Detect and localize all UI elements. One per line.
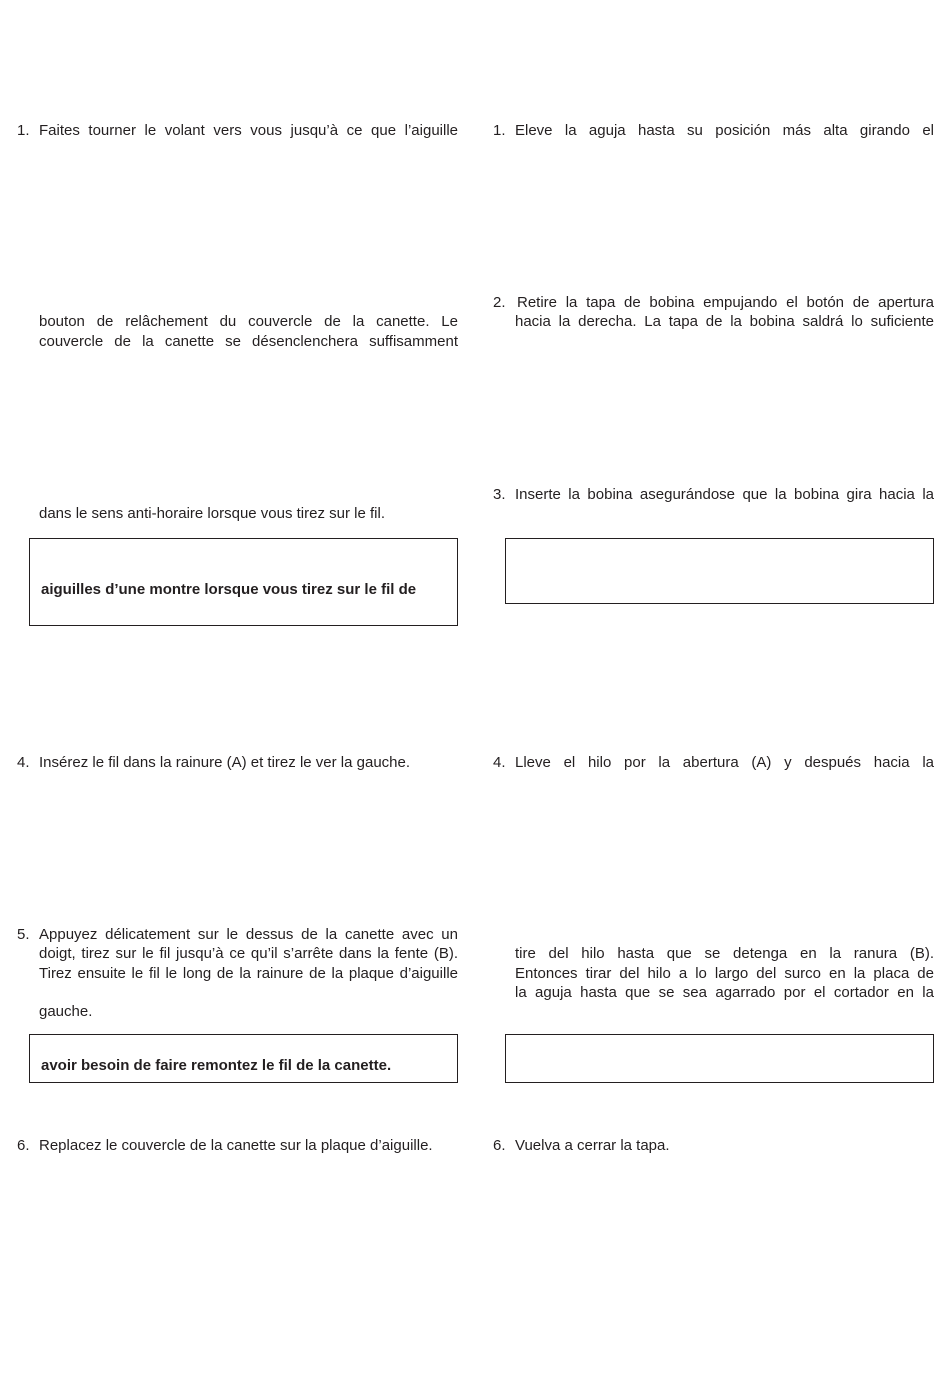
fr-step5-line2: doigt, tirez sur le fil jusqu’à ce qu’il s’arrête dans la fente (B). bbox=[39, 945, 458, 962]
es-step5-line3: la aguja hasta que se sea agarrado por el cortador en la bbox=[515, 984, 934, 1001]
es-step4-line1: Lleve el hilo por la abertura (A) y después hacia la bbox=[515, 754, 934, 771]
es-note-box-2 bbox=[505, 1034, 934, 1083]
es-step3-number: 3. bbox=[493, 486, 506, 503]
es-step5-line1: tire del hilo hasta que se detenga en la ranura (B). bbox=[515, 945, 934, 962]
es-step4-number: 4. bbox=[493, 754, 506, 771]
es-step3-line1: Inserte la bobina asegurándose que la bobina gira hacia la bbox=[515, 486, 934, 503]
fr-step1-line1: Faites tourner le volant vers vous jusqu’à ce que l’aiguille bbox=[39, 122, 458, 139]
es-step1-line1: Eleve la aguja hasta su posición más alta girando el bbox=[515, 122, 934, 139]
es-step6-number: 6. bbox=[493, 1137, 506, 1154]
fr-note-box-1 bbox=[29, 538, 458, 626]
fr-step5-line1: Appuyez délicatement sur le dessus de la canette avec un bbox=[39, 926, 458, 943]
es-note-box-1 bbox=[505, 538, 934, 604]
fr-step5-line4: gauche. bbox=[39, 1003, 93, 1020]
es-step5-line2: Entonces tirar del hilo a lo largo del surco en la placa de bbox=[515, 965, 934, 982]
fr-step1-number: 1. bbox=[17, 122, 30, 139]
fr-step6-line1: Replacez le couvercle de la canette sur la plaque d’aiguille. bbox=[39, 1137, 433, 1154]
fr-step2-line2: couvercle de la canette se désenclenchera suffisamment bbox=[39, 333, 458, 350]
fr-note-2-text: avoir besoin de faire remontez le fil de la canette. bbox=[41, 1057, 392, 1074]
fr-step5-line3: Tirez ensuite le fil le long de la rainure de la plaque d’aiguille bbox=[39, 965, 458, 982]
fr-step5-number: 5. bbox=[17, 926, 30, 943]
es-step2-line1: Retire la tapa de bobina empujando el botón de apertura bbox=[517, 294, 934, 311]
es-step2-line2: hacia la derecha. La tapa de la bobina saldrá lo suficiente bbox=[515, 313, 934, 330]
es-step1-number: 1. bbox=[493, 122, 506, 139]
es-step6-line1: Vuelva a cerrar la tapa. bbox=[515, 1137, 670, 1154]
fr-step4-number: 4. bbox=[17, 754, 30, 771]
fr-step3-line1: dans le sens anti-horaire lorsque vous tirez sur le fil. bbox=[39, 505, 385, 522]
fr-step6-number: 6. bbox=[17, 1137, 30, 1154]
fr-step4-line1: Insérez le fil dans la rainure (A) et tirez le ver la gauche. bbox=[39, 754, 411, 771]
fr-note-1-text: aiguilles d’une montre lorsque vous tirez sur le fil de bbox=[41, 581, 417, 598]
es-step2-number: 2. bbox=[493, 294, 506, 311]
fr-note-box-2 bbox=[29, 1034, 458, 1083]
fr-step2-line1: bouton de relâchement du couvercle de la canette. Le bbox=[39, 313, 458, 330]
